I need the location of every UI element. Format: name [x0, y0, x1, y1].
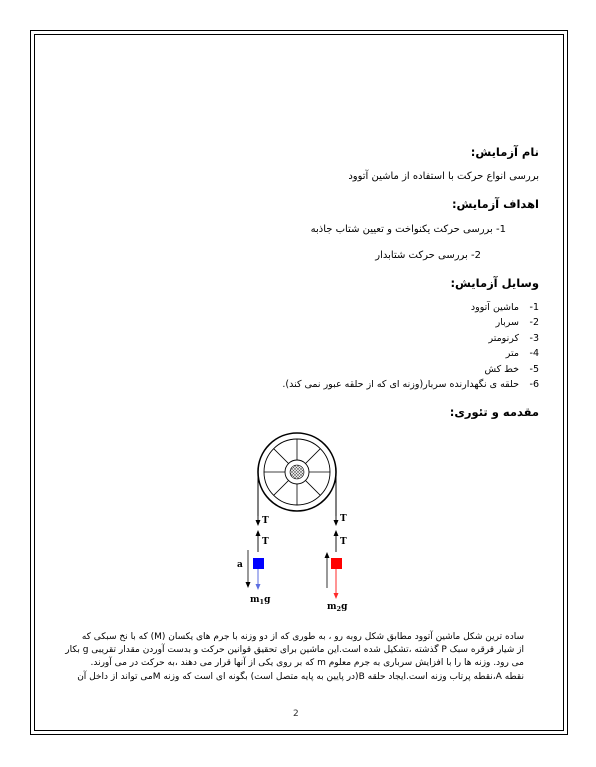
pulley-icon — [258, 433, 336, 511]
experiment-name-text: بررسی انواع حرکت با استفاده از ماشین آتوود — [348, 171, 539, 182]
list-item: 1-ماشین آتوود — [470, 302, 539, 313]
list-item: 2-سربار — [495, 317, 539, 329]
mass-right — [331, 558, 342, 569]
arrow-left-down — [256, 569, 261, 590]
arrow-left-up — [256, 530, 261, 552]
tension-label-right-mid: T — [340, 537, 347, 547]
tools-heading: وسایل آزمایش: — [450, 276, 539, 290]
paragraph-line: نقطه A،نقطه پرتاب وزنه است.ایجاد حلقه B(در پایین به پایه متصل است) بگونه ای است که وزنه Mمی تواند از داخل آن — [77, 671, 524, 682]
arrow-right-top — [334, 505, 339, 526]
page-number: 2 — [293, 709, 299, 719]
goal-item-2: 2- بررسی حرکت شتابدار — [375, 250, 481, 261]
weight-label-left: $m_1g$ — [250, 595, 271, 606]
tension-label-right-top: T — [340, 514, 347, 524]
list-item: 3-کرنومتر — [488, 332, 539, 344]
intro-paragraph — [65, 631, 524, 684]
experiment-name-heading: نام آزمایش: — [470, 145, 539, 159]
paragraph-line: ساده ترین شکل ماشین آتوود مطابق شکل روبه رو ، به طوری که از دو وزنه با جرم های یکسان (M) که با نخ سبکی که — [81, 632, 524, 642]
acceleration-right-arrow — [325, 552, 330, 588]
tension-label-left-mid: T — [262, 537, 269, 547]
arrow-right-down — [334, 569, 339, 599]
goal-item-1: 1- بررسی حرکت یکنواخت و تعیین شتاب جاذبه — [310, 224, 506, 235]
paragraph-line: از شیار قرقره سبک P گذشته ،تشکیل شده است.این ماشین برای تحقیق قوانین حرکت و بدست آوردن مقدار تقریبی g بکار — [65, 645, 524, 656]
intro-heading: مقدمه و تئوری: — [449, 405, 539, 419]
mass-left — [253, 558, 264, 569]
goals-heading: اهداف آزمایش: — [451, 197, 539, 211]
list-item: 6-حلقه ی نگهدارنده سربار(وزنه ای که از حلقه عبور نمی کند). — [282, 378, 539, 390]
list-item: 4-متر — [505, 348, 539, 360]
arrow-right-up — [334, 530, 339, 552]
tension-label-left-top: T — [262, 516, 269, 526]
list-item: 5-خط کش — [484, 363, 539, 375]
arrow-left-top — [256, 505, 261, 526]
acceleration-label-left: a — [237, 560, 243, 570]
weight-label-right: $m_2g$ — [327, 602, 348, 613]
acceleration-left-arrow — [246, 550, 251, 588]
paragraph-line: می رود. وزنه ها را با افزایش سرباری به جرم معلوم m که بر روی یکی از آنها قرار می دهند ،به حرکت در می آورند. — [90, 658, 524, 669]
